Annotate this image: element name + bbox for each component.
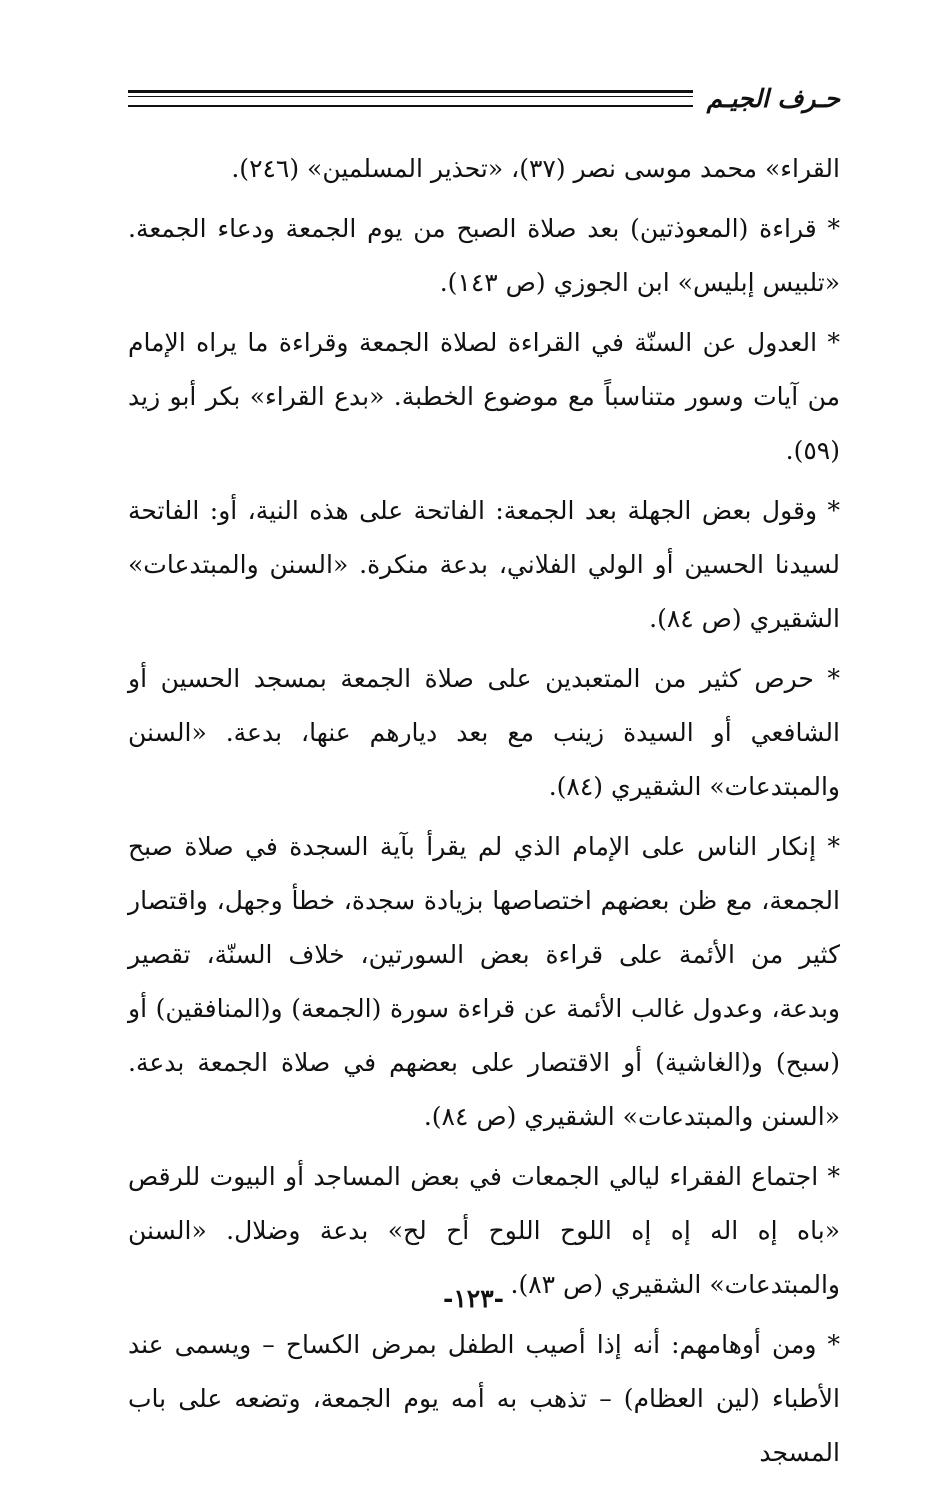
paragraph: * العدول عن السنّة في القراءة لصلاة الجمعة وقراءة ما يراه الإمام من آيات وسور متناسباً مع موضوع الخطبة. «بدع القراء» بكر أبو زيد (٥٩). [128, 328, 841, 465]
header-title: حـرف الجيـم [706, 83, 840, 113]
paragraph: * وقول بعض الجهلة بعد الجمعة: الفاتحة على هذه النية، أو: الفاتحة لسيدنا الحسين أو الولي الفلاني، بدعة منكرة. «السنن والمبتدعات» الشقيري (ص ٨٤). [128, 496, 840, 633]
page-number: -١٢٣- [442, 1284, 505, 1313]
paragraph: * حرص كثير من المتعبدين على صلاة الجمعة بمسجد الحسين أو الشافعي أو السيدة زينب مع بعد ديارهم عنها، بدعة. «السنن والمبتدعات» الشقيري (٨٤). [128, 664, 840, 801]
header-rule [128, 90, 693, 107]
paragraph: * إنكار الناس على الإمام الذي لم يقرأ بآية السجدة في صلاة صبح الجمعة، مع ظن بعضهم اختصاصها بزيادة سجدة، خطأ وجهل، واقتصار كثير من الأئمة على قراءة بعض السورتين، خلاف السنّة، تقصير وبدعة، وعدول غالب الأئمة عن قراءة سورة (الجمعة) و(المنافقين) أو (سبح) و(الغاشية) أو الاقتصار على بعضهم في صلاة الجمعة بدعة. «السنن والمبتدعات» الشقيري (ص ٨٤). [128, 832, 840, 1131]
paragraph: القراء» محمد موسى نصر (٣٧)، «تحذير المسلمين» (٢٤٦). [231, 154, 840, 183]
paragraph: * قراءة (المعوذتين) بعد صلاة الصبح من يوم الجمعة ودعاء الجمعة. «تلبيس إبليس» ابن الجوزي (ص ١٤٣). [128, 214, 840, 297]
running-header [128, 78, 840, 118]
paragraph: * اجتماع الفقراء ليالي الجمعات في بعض المساجد أو البيوت للرقص «باه إه اله إه إه اللوح اللوح أح لح» بدعة وضلال. «السنن والمبتدعات» الشقيري (ص ٨٣). [128, 1162, 840, 1299]
paragraph: * ومن أوهامهم: أنه إذا أصيب الطفل بمرض الكساح – ويسمى عند الأطباء (لين العظام) – تذهب به أمه يوم الجمعة، وتضعه على باب المسجد [128, 1330, 840, 1467]
